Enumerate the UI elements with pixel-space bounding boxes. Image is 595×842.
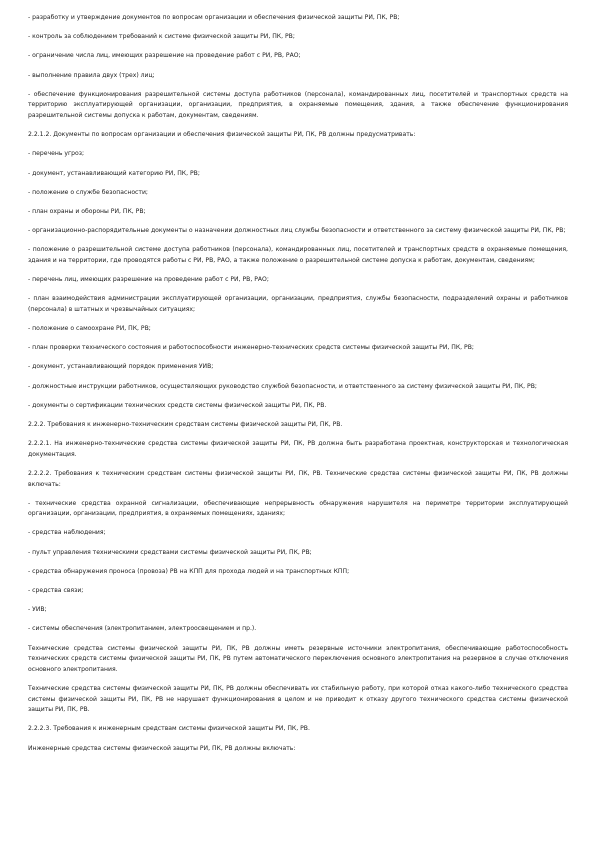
paragraph: Инженерные средства системы физической защиты РИ, ПК, РВ должны включать: [28,744,296,752]
paragraph: Технические средства системы физической защиты РИ, ПК, РВ должны иметь резервные источники электропитания, обеспечивающие работоспособность технических средств системы физической защиты РИ, ПК, РВ путем автоматического переключения основного электропитания на резервное в случае отключения основного электропитания. [28,644,568,673]
paragraph: - план взаимодействия администрации эксплуатирующей организации, организации, предприятия, службы безопасности, подразделений охраны и работников (персонала) в штатных и чрезвычайных ситуациях; [28,295,568,313]
paragraph: - контроль за соблюдением требований к системе физической защиты РИ, ПК, РВ; [28,33,295,41]
paragraph: - выполнение правила двух (трех) лиц; [28,71,155,79]
section-heading: 2.2.2. Требования к инженерно-техническим средствам системы физической защиты РИ, ПК, РВ. [28,420,343,428]
paragraph: - план охраны и обороны РИ, ПК, РВ; [28,207,146,215]
section-heading: 2.2.1.2. Документы по вопросам организации и обеспечения физической защиты РИ, ПК, РВ должны предусматривать: [28,131,416,139]
paragraph: - организационно-распорядительные документы о назначении должностных лиц службы безопасности и ответственного за систему физической защиты РИ, ПК, РВ; [28,227,566,235]
paragraph: - перечень лиц, имеющих разрешение на проведение работ с РИ, РВ, РАО; [28,276,269,284]
paragraph: - пульт управления техническими средствами системы физической защиты РИ, ПК, РВ; [28,548,312,556]
paragraph: - документы о сертификации технических средств системы физической защиты РИ, ПК, РВ. [28,401,327,409]
paragraph: - положение о самоохране РИ, ПК, РВ; [28,325,151,332]
section-heading: 2.2.2.2. Требования к техническим средствам системы физической защиты РИ, ПК, РВ. Технические средства системы физической защиты РИ, ПК, РВ должны включать: [28,469,568,488]
paragraph: - план проверки технического состояния и работоспособности инженерно-технических средств системы физической защиты РИ, ПК, РВ; [28,344,474,352]
paragraph: - обеспечение функционирования разрешительной системы доступа работников (персонала), командированных лиц, посетителей и транспортных средств на территорию эксплуатирующей организации, организации, предприятия, в охраняемые помещения, здания, а также обеспечение функционирования разрешительной системы допуска к работам, документам, сведениям. [28,90,568,119]
document-body [28,13,568,763]
paragraph: - документ, устанавливающий категорию РИ, ПК, РВ; [28,169,200,177]
paragraph: - средства наблюдения; [28,529,106,537]
paragraph: - средства обнаружения проноса (провоза) РВ на КПП для прохода людей и на транспортных КПП; [28,567,350,575]
section-heading: 2.2.2.3. Требования к инженерным средствам системы физической защиты РИ, ПК, РВ. [28,725,310,733]
paragraph: - документ, устанавливающий порядок применения УИВ; [28,363,214,371]
paragraph: - технические средства охранной сигнализации, обеспечивающие непрерывность обнаружения нарушителя на периметре территории эксплуатирующей организации, организации, предприятия, в охраняемых помещениях, зданиях; [28,499,568,518]
paragraph: - разработку и утверждение документов по вопросам организации и обеспечения физической защиты РИ, ПК, РВ; [28,14,400,21]
paragraph: - ограничение числа лиц, имеющих разрешение на проведение работ с РИ, РВ, РАО; [28,52,301,60]
paragraph: - должностные инструкции работников, осуществляющих руководство службой безопасности, и ответственного за систему физической защиты РИ, ПК, РВ; [28,382,537,390]
paragraph: - средства связи; [28,587,84,595]
section-heading: 2.2.2.1. На инженерно-технические средства системы физической защиты РИ, ПК, РВ должна быть разработана проектная, конструкторская и технологическая документация. [28,440,568,458]
paragraph: - положение о разрешительной системе доступа работников (персонала), командированных лиц, посетителей и транспортных средств в охраняемые помещения, здания и на территории, где проводятся работы с РИ, РВ, РАО, а также положение о разрешительной системе допуска к работам, документам, сведениям; [28,246,568,264]
paragraph: - перечень угроз; [28,150,85,158]
paragraph: - системы обеспечения (электропитанием, электроосвещением и пр.). [28,625,257,633]
paragraph: - положение о службе безопасности; [28,188,148,196]
paragraph: Технические средства системы физической защиты РИ, ПК, РВ должны обеспечивать их стабильную работу, при которой отказ какого-либо технического средства системы физической защиты РИ, ПК, РВ не нарушает функционирования в целом и не приводит к отказу другого технического средства системы физической защиты РИ, ПК, РВ. [28,684,568,714]
paragraph: - УИВ; [28,606,47,614]
